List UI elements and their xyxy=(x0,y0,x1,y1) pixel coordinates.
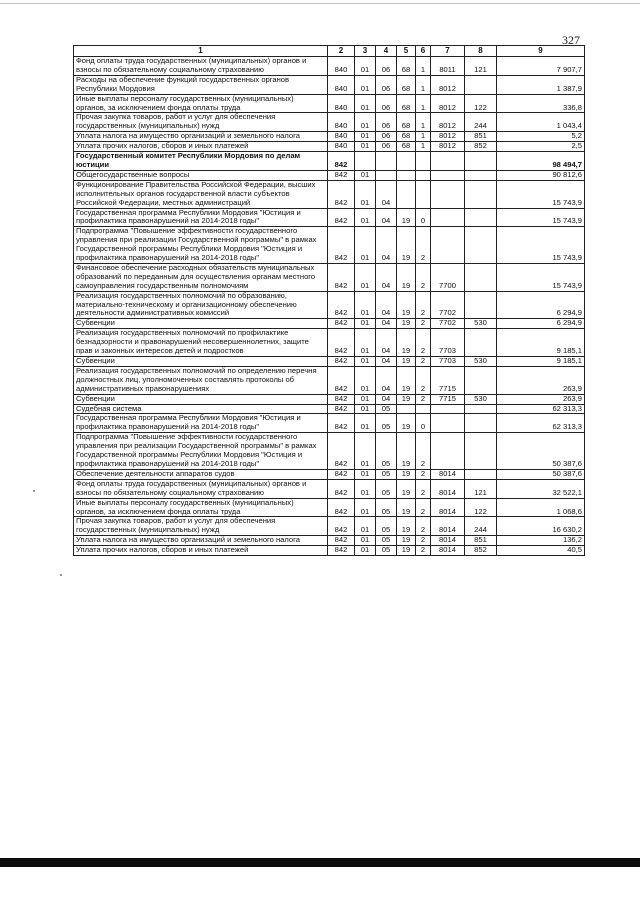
target-article-cell: 8011 xyxy=(431,57,465,76)
expense-type-cell xyxy=(465,329,497,357)
expense-type-cell xyxy=(465,291,497,319)
column-header: 8 xyxy=(465,46,497,57)
row-name-cell: Реализация государственных полномочий по образованию, материально-техническому и организационному обеспечению деятельности административных комиссий xyxy=(74,291,328,319)
row-name-cell: Государственная программа Республики Мордовия "Юстиция и профилактика правонарушений на 2014-2018 годы" xyxy=(74,208,328,227)
subsection-code-cell: 05 xyxy=(376,546,397,556)
expense-type-cell xyxy=(465,170,497,180)
row-name-cell: Финансовое обеспечение расходных обязательств муниципальных образований по переданным для осуществления органам местного самоуправления государственным полномочиям xyxy=(74,263,328,291)
row-name-cell: Уплата прочих налогов, сборов и иных платежей xyxy=(74,142,328,152)
amount-cell: 32 522,1 xyxy=(497,479,585,498)
table-row xyxy=(74,142,585,152)
expense-type-cell xyxy=(465,263,497,291)
subprogram-code-cell: 2 xyxy=(416,227,431,264)
amount-cell: 15 743,9 xyxy=(497,208,585,227)
program-code-cell: 19 xyxy=(397,536,416,546)
subsection-code-cell: 04 xyxy=(376,394,397,404)
admin-code-cell: 842 xyxy=(328,479,355,498)
target-article-cell: 8014 xyxy=(431,498,465,517)
admin-code-cell: 842 xyxy=(328,414,355,433)
row-name-cell: Фонд оплаты труда государственных (муниципальных) органов и взносы по обязательному социальному страхованию xyxy=(74,57,328,76)
scan-mark xyxy=(60,574,62,576)
admin-code-cell: 842 xyxy=(328,208,355,227)
amount-cell: 50 387,6 xyxy=(497,469,585,479)
subprogram-code-cell xyxy=(416,170,431,180)
section-code-cell: 01 xyxy=(355,291,376,319)
table-row xyxy=(74,394,585,404)
amount-cell: 15 743,9 xyxy=(497,227,585,264)
target-article-cell xyxy=(431,180,465,208)
target-article-cell xyxy=(431,404,465,414)
expense-type-cell xyxy=(465,152,497,171)
page-number: 327 xyxy=(562,33,580,47)
admin-code-cell: 842 xyxy=(328,291,355,319)
subsection-code-cell: 04 xyxy=(376,357,397,367)
row-name-cell: Подпрограмма "Повышение эффективности государственного управления при реализации Государственной программы" в рамках Государственной программы Республики Мордовия "Юстиция и профилактика правонарушений на 2014-2018 годы" xyxy=(74,227,328,264)
table-row xyxy=(74,319,585,329)
table-row xyxy=(74,329,585,357)
section-code-cell: 01 xyxy=(355,57,376,76)
row-name-cell: Подпрограмма "Повышение эффективности государственного управления при реализации Государственной программы" в рамках Государственной программы Республики Мордовия "Юстиция и профилактика правонарушений на 2014-2018 годы" xyxy=(74,433,328,470)
table-row xyxy=(74,546,585,556)
amount-cell: 62 313,3 xyxy=(497,414,585,433)
amount-cell: 98 494,7 xyxy=(497,152,585,171)
admin-code-cell: 842 xyxy=(328,152,355,171)
section-code-cell: 01 xyxy=(355,94,376,113)
amount-cell: 136,2 xyxy=(497,536,585,546)
expense-type-cell xyxy=(465,75,497,94)
target-article-cell xyxy=(431,414,465,433)
admin-code-cell: 840 xyxy=(328,57,355,76)
subprogram-code-cell: 1 xyxy=(416,142,431,152)
admin-code-cell: 842 xyxy=(328,394,355,404)
subsection-code-cell: 06 xyxy=(376,57,397,76)
program-code-cell: 19 xyxy=(397,227,416,264)
expense-type-cell xyxy=(465,404,497,414)
section-code-cell: 01 xyxy=(355,75,376,94)
row-name-cell: Судебная система xyxy=(74,404,328,414)
program-code-cell: 19 xyxy=(397,546,416,556)
subprogram-code-cell: 2 xyxy=(416,498,431,517)
row-name-cell: Реализация государственных полномочий по определению перечня должностных лиц, уполномоченных составлять протоколы об административных правонарушениях xyxy=(74,366,328,394)
section-code-cell: 01 xyxy=(355,433,376,470)
subprogram-code-cell: 1 xyxy=(416,57,431,76)
target-article-cell xyxy=(431,227,465,264)
admin-code-cell: 840 xyxy=(328,94,355,113)
target-article-cell: 7703 xyxy=(431,329,465,357)
target-article-cell: 7702 xyxy=(431,291,465,319)
subprogram-code-cell: 2 xyxy=(416,329,431,357)
subsection-code-cell: 05 xyxy=(376,517,397,536)
row-name-cell: Государственный комитет Республики Мордовия по делам юстиции xyxy=(74,152,328,171)
section-code-cell: 01 xyxy=(355,546,376,556)
subprogram-code-cell: 2 xyxy=(416,357,431,367)
table-row xyxy=(74,57,585,76)
subprogram-code-cell: 2 xyxy=(416,536,431,546)
table-row xyxy=(74,404,585,414)
admin-code-cell: 840 xyxy=(328,113,355,132)
target-article-cell: 8012 xyxy=(431,94,465,113)
column-header: 1 xyxy=(74,46,328,57)
row-name-cell: Субвенции xyxy=(74,319,328,329)
table-row xyxy=(74,113,585,132)
section-code-cell: 01 xyxy=(355,227,376,264)
target-article-cell: 8012 xyxy=(431,142,465,152)
program-code-cell: 19 xyxy=(397,414,416,433)
amount-cell: 5,2 xyxy=(497,132,585,142)
target-article-cell: 7703 xyxy=(431,357,465,367)
row-name-cell: Иные выплаты персоналу государственных (муниципальных) органов, за исключением фонда оплаты труда xyxy=(74,94,328,113)
subprogram-code-cell: 1 xyxy=(416,113,431,132)
program-code-cell: 68 xyxy=(397,132,416,142)
subsection-code-cell: 06 xyxy=(376,142,397,152)
amount-cell: 2,5 xyxy=(497,142,585,152)
subsection-code-cell: 04 xyxy=(376,208,397,227)
amount-cell: 6 294,9 xyxy=(497,319,585,329)
admin-code-cell: 840 xyxy=(328,142,355,152)
target-article-cell: 7715 xyxy=(431,394,465,404)
section-code-cell: 01 xyxy=(355,132,376,142)
section-code-cell: 01 xyxy=(355,263,376,291)
column-header: 9 xyxy=(497,46,585,57)
admin-code-cell: 842 xyxy=(328,170,355,180)
admin-code-cell: 842 xyxy=(328,517,355,536)
expense-type-cell: 530 xyxy=(465,394,497,404)
program-code-cell: 68 xyxy=(397,75,416,94)
subprogram-code-cell: 0 xyxy=(416,414,431,433)
admin-code-cell: 842 xyxy=(328,404,355,414)
amount-cell: 9 185,1 xyxy=(497,357,585,367)
expense-type-cell: 121 xyxy=(465,479,497,498)
subprogram-code-cell: 1 xyxy=(416,75,431,94)
row-name-cell: Прочая закупка товаров, работ и услуг для обеспечения государственных (муниципальных) нужд xyxy=(74,517,328,536)
column-header: 4 xyxy=(376,46,397,57)
subprogram-code-cell: 2 xyxy=(416,319,431,329)
expense-type-cell: 122 xyxy=(465,498,497,517)
subsection-code-cell: 06 xyxy=(376,132,397,142)
subprogram-code-cell: 1 xyxy=(416,132,431,142)
program-code-cell: 68 xyxy=(397,94,416,113)
table-row xyxy=(74,180,585,208)
subprogram-code-cell: 1 xyxy=(416,94,431,113)
expense-type-cell xyxy=(465,433,497,470)
program-code-cell xyxy=(397,180,416,208)
target-article-cell: 8014 xyxy=(431,517,465,536)
expense-type-cell: 851 xyxy=(465,536,497,546)
program-code-cell: 68 xyxy=(397,142,416,152)
row-name-cell: Уплата налога на имущество организаций и земельного налога xyxy=(74,132,328,142)
program-code-cell: 19 xyxy=(397,433,416,470)
row-name-cell: Фонд оплаты труда государственных (муниципальных) органов и взносы по обязательному социальному страхованию xyxy=(74,479,328,498)
program-code-cell: 19 xyxy=(397,357,416,367)
expense-type-cell: 530 xyxy=(465,319,497,329)
table-body xyxy=(74,57,585,556)
program-code-cell: 19 xyxy=(397,394,416,404)
subprogram-code-cell: 2 xyxy=(416,469,431,479)
target-article-cell xyxy=(431,152,465,171)
expense-type-cell: 121 xyxy=(465,57,497,76)
amount-cell: 16 630,2 xyxy=(497,517,585,536)
target-article-cell: 8012 xyxy=(431,113,465,132)
subsection-code-cell xyxy=(376,152,397,171)
program-code-cell xyxy=(397,152,416,171)
budget-table xyxy=(73,45,585,556)
amount-cell: 9 185,1 xyxy=(497,329,585,357)
target-article-cell: 8014 xyxy=(431,479,465,498)
target-article-cell: 8014 xyxy=(431,536,465,546)
program-code-cell xyxy=(397,170,416,180)
section-code-cell: 01 xyxy=(355,357,376,367)
amount-cell: 50 387,6 xyxy=(497,433,585,470)
row-name-cell: Государственная программа Республики Мордовия "Юстиция и профилактика правонарушений на 2014-2018 годы" xyxy=(74,414,328,433)
section-code-cell: 01 xyxy=(355,414,376,433)
amount-cell: 15 743,9 xyxy=(497,263,585,291)
subsection-code-cell: 06 xyxy=(376,113,397,132)
table-row xyxy=(74,227,585,264)
subprogram-code-cell xyxy=(416,152,431,171)
row-name-cell: Функционирование Правительства Российской Федерации, высших исполнительных органов государственной власти субъектов Российской Федерации, местных администраций xyxy=(74,180,328,208)
column-header: 5 xyxy=(397,46,416,57)
subprogram-code-cell: 0 xyxy=(416,208,431,227)
section-code-cell: 01 xyxy=(355,394,376,404)
table-row xyxy=(74,208,585,227)
section-code-cell: 01 xyxy=(355,498,376,517)
table-row xyxy=(74,517,585,536)
program-code-cell: 19 xyxy=(397,208,416,227)
program-code-cell xyxy=(397,404,416,414)
admin-code-cell: 842 xyxy=(328,536,355,546)
section-code-cell: 01 xyxy=(355,536,376,546)
admin-code-cell: 842 xyxy=(328,357,355,367)
amount-cell: 40,5 xyxy=(497,546,585,556)
amount-cell: 263,9 xyxy=(497,394,585,404)
subsection-code-cell: 05 xyxy=(376,479,397,498)
subsection-code-cell: 05 xyxy=(376,536,397,546)
section-code-cell: 01 xyxy=(355,170,376,180)
subsection-code-cell: 05 xyxy=(376,469,397,479)
program-code-cell: 68 xyxy=(397,57,416,76)
admin-code-cell: 842 xyxy=(328,319,355,329)
column-header: 3 xyxy=(355,46,376,57)
table-row xyxy=(74,75,585,94)
program-code-cell: 19 xyxy=(397,263,416,291)
subsection-code-cell: 04 xyxy=(376,227,397,264)
table-row xyxy=(74,479,585,498)
expense-type-cell xyxy=(465,208,497,227)
subsection-code-cell: 05 xyxy=(376,498,397,517)
admin-code-cell: 842 xyxy=(328,263,355,291)
subprogram-code-cell: 2 xyxy=(416,479,431,498)
admin-code-cell: 842 xyxy=(328,329,355,357)
admin-code-cell: 842 xyxy=(328,498,355,517)
subsection-code-cell: 04 xyxy=(376,366,397,394)
expense-type-cell: 244 xyxy=(465,113,497,132)
subprogram-code-cell: 2 xyxy=(416,433,431,470)
row-name-cell: Обеспечение деятельности аппаратов судов xyxy=(74,469,328,479)
column-header: 7 xyxy=(431,46,465,57)
column-header: 6 xyxy=(416,46,431,57)
section-code-cell: 01 xyxy=(355,180,376,208)
target-article-cell: 7700 xyxy=(431,263,465,291)
table-row xyxy=(74,366,585,394)
table-row xyxy=(74,357,585,367)
table-row xyxy=(74,469,585,479)
subsection-code-cell: 05 xyxy=(376,433,397,470)
section-code-cell: 01 xyxy=(355,142,376,152)
amount-cell: 263,9 xyxy=(497,366,585,394)
admin-code-cell: 840 xyxy=(328,75,355,94)
amount-cell: 62 313,3 xyxy=(497,404,585,414)
subsection-code-cell: 06 xyxy=(376,94,397,113)
table-row xyxy=(74,152,585,171)
subprogram-code-cell xyxy=(416,404,431,414)
target-article-cell: 8014 xyxy=(431,469,465,479)
admin-code-cell: 840 xyxy=(328,132,355,142)
target-article-cell: 7715 xyxy=(431,366,465,394)
admin-code-cell: 842 xyxy=(328,180,355,208)
admin-code-cell: 842 xyxy=(328,469,355,479)
table-row xyxy=(74,263,585,291)
subsection-code-cell: 04 xyxy=(376,291,397,319)
section-code-cell: 01 xyxy=(355,469,376,479)
target-article-cell xyxy=(431,208,465,227)
amount-cell: 1 387,9 xyxy=(497,75,585,94)
row-name-cell: Реализация государственных полномочий по профилактике безнадзорности и правонарушений несовершеннолетних, защите прав и законных интересов детей и подростков xyxy=(74,329,328,357)
target-article-cell: 8014 xyxy=(431,546,465,556)
section-code-cell: 01 xyxy=(355,404,376,414)
amount-cell: 7 907,7 xyxy=(497,57,585,76)
scan-mark xyxy=(33,490,35,492)
subprogram-code-cell: 2 xyxy=(416,546,431,556)
target-article-cell xyxy=(431,433,465,470)
subsection-code-cell xyxy=(376,170,397,180)
table-row xyxy=(74,94,585,113)
program-code-cell: 19 xyxy=(397,498,416,517)
row-name-cell: Уплата прочих налогов, сборов и иных платежей xyxy=(74,546,328,556)
subprogram-code-cell: 2 xyxy=(416,291,431,319)
expense-type-cell: 530 xyxy=(465,357,497,367)
subsection-code-cell: 04 xyxy=(376,329,397,357)
row-name-cell: Расходы на обеспечение функций государственных органов Республики Мордовия xyxy=(74,75,328,94)
admin-code-cell: 842 xyxy=(328,366,355,394)
row-name-cell: Уплата налога на имущество организаций и земельного налога xyxy=(74,536,328,546)
table-row xyxy=(74,433,585,470)
table-row xyxy=(74,498,585,517)
subsection-code-cell: 05 xyxy=(376,414,397,433)
program-code-cell: 68 xyxy=(397,113,416,132)
amount-cell: 1 043,4 xyxy=(497,113,585,132)
section-code-cell: 01 xyxy=(355,479,376,498)
subprogram-code-cell xyxy=(416,180,431,208)
subprogram-code-cell: 2 xyxy=(416,366,431,394)
program-code-cell: 19 xyxy=(397,291,416,319)
table-row xyxy=(74,170,585,180)
section-code-cell: 01 xyxy=(355,113,376,132)
subsection-code-cell: 04 xyxy=(376,263,397,291)
table-row xyxy=(74,536,585,546)
target-article-cell xyxy=(431,170,465,180)
table-row xyxy=(74,291,585,319)
scan-top-line xyxy=(0,3,640,4)
row-name-cell: Субвенции xyxy=(74,357,328,367)
subprogram-code-cell: 2 xyxy=(416,517,431,536)
expense-type-cell: 122 xyxy=(465,94,497,113)
program-code-cell: 19 xyxy=(397,479,416,498)
amount-cell: 6 294,9 xyxy=(497,291,585,319)
expense-type-cell xyxy=(465,414,497,433)
section-code-cell: 01 xyxy=(355,517,376,536)
column-header: 2 xyxy=(328,46,355,57)
expense-type-cell xyxy=(465,227,497,264)
target-article-cell: 7702 xyxy=(431,319,465,329)
admin-code-cell: 842 xyxy=(328,433,355,470)
expense-type-cell xyxy=(465,469,497,479)
program-code-cell: 19 xyxy=(397,469,416,479)
subprogram-code-cell: 2 xyxy=(416,263,431,291)
target-article-cell: 8012 xyxy=(431,132,465,142)
program-code-cell: 19 xyxy=(397,517,416,536)
subsection-code-cell: 04 xyxy=(376,180,397,208)
subprogram-code-cell: 2 xyxy=(416,394,431,404)
subsection-code-cell: 04 xyxy=(376,319,397,329)
expense-type-cell xyxy=(465,180,497,208)
expense-type-cell: 851 xyxy=(465,132,497,142)
section-code-cell: 01 xyxy=(355,208,376,227)
table-row xyxy=(74,132,585,142)
section-code-cell: 01 xyxy=(355,366,376,394)
expense-type-cell: 852 xyxy=(465,142,497,152)
subsection-code-cell: 05 xyxy=(376,404,397,414)
amount-cell: 336,8 xyxy=(497,94,585,113)
row-name-cell: Общегосударственные вопросы xyxy=(74,170,328,180)
section-code-cell: 01 xyxy=(355,319,376,329)
program-code-cell: 19 xyxy=(397,329,416,357)
table-row xyxy=(74,414,585,433)
row-name-cell: Иные выплаты персоналу государственных (муниципальных) органов, за исключением фонда оплаты труда xyxy=(74,498,328,517)
program-code-cell: 19 xyxy=(397,366,416,394)
scan-bottom-bar xyxy=(0,858,640,867)
amount-cell: 1 068,6 xyxy=(497,498,585,517)
admin-code-cell: 842 xyxy=(328,227,355,264)
table-header-row xyxy=(74,46,585,57)
amount-cell: 15 743,9 xyxy=(497,180,585,208)
section-code-cell: 01 xyxy=(355,329,376,357)
admin-code-cell: 842 xyxy=(328,546,355,556)
program-code-cell: 19 xyxy=(397,319,416,329)
row-name-cell: Прочая закупка товаров, работ и услуг для обеспечения государственных (муниципальных) нужд xyxy=(74,113,328,132)
subsection-code-cell: 06 xyxy=(376,75,397,94)
expense-type-cell: 852 xyxy=(465,546,497,556)
expense-type-cell: 244 xyxy=(465,517,497,536)
amount-cell: 90 812,6 xyxy=(497,170,585,180)
expense-type-cell xyxy=(465,366,497,394)
target-article-cell: 8012 xyxy=(431,75,465,94)
section-code-cell xyxy=(355,152,376,171)
row-name-cell: Субвенции xyxy=(74,394,328,404)
